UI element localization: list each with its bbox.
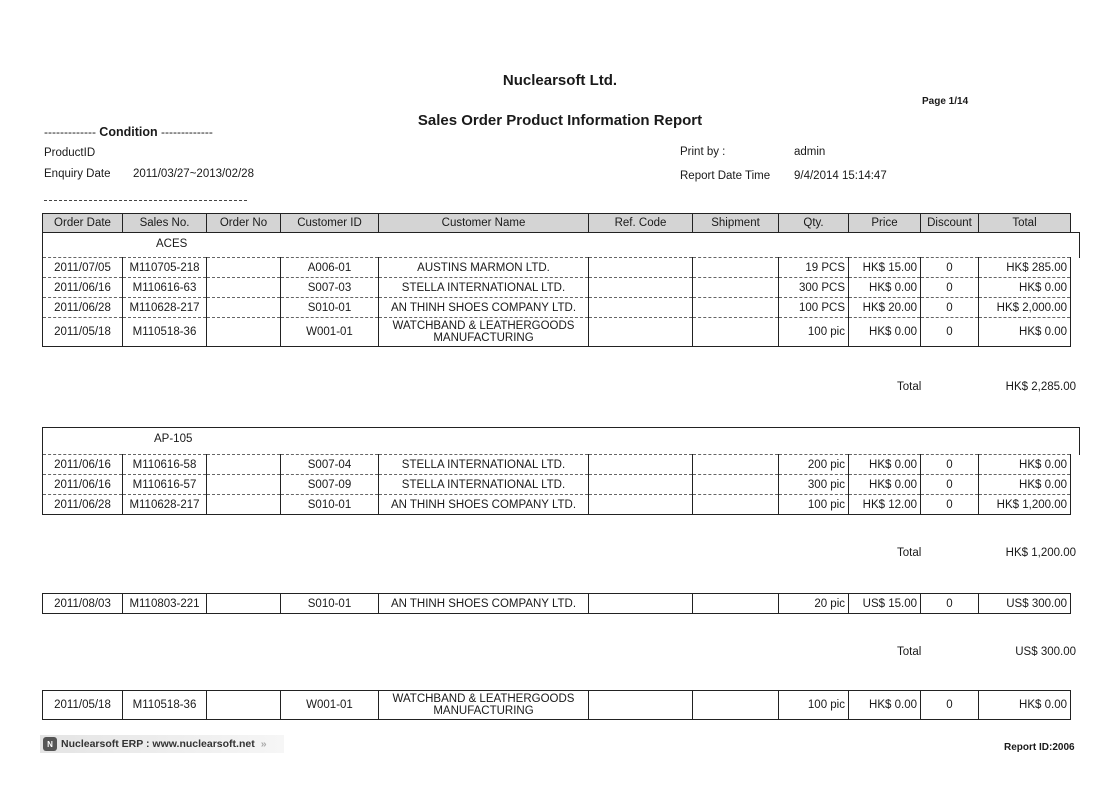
column-header: Sales No.: [123, 214, 207, 233]
table-row: [43, 594, 1071, 614]
table-cell: [693, 475, 779, 495]
table-cell: 2011/06/28: [43, 495, 123, 515]
product-id-label: ProductID: [44, 147, 96, 159]
column-header-row: [42, 213, 1071, 233]
table-cell: HK$ 0.00: [849, 318, 921, 347]
company-name: Nuclearsoft Ltd.: [502, 72, 618, 89]
column-header: Customer Name: [379, 214, 589, 233]
table-cell: 2011/07/05: [43, 258, 123, 278]
group-table: [42, 257, 1071, 347]
table-cell: S010-01: [281, 298, 379, 318]
table-cell: S010-01: [281, 594, 379, 614]
condition-header: ------------- Condition -------------: [44, 125, 213, 139]
group-total-label: Total: [897, 547, 922, 559]
group-total-value: US$ 300.00: [1015, 646, 1076, 658]
table-cell: 0: [921, 318, 979, 347]
report-datetime-label: Report Date Time: [680, 170, 771, 182]
table-cell: HK$ 2,000.00: [979, 298, 1071, 318]
report-title: Sales Order Product Information Report: [417, 112, 703, 129]
table-cell: [207, 475, 281, 495]
table-cell: M110518-36: [123, 318, 207, 347]
table-cell: A006-01: [281, 258, 379, 278]
table-cell: M110616-57: [123, 475, 207, 495]
chevron-right-icon: »: [260, 738, 267, 750]
table-cell: 0: [921, 495, 979, 515]
table-cell: 300 pic: [779, 475, 849, 495]
table-row: [43, 475, 1071, 495]
table-cell: HK$ 0.00: [979, 318, 1071, 347]
group-table: [42, 454, 1071, 515]
logo-banner: [40, 735, 284, 753]
table-cell: [589, 298, 693, 318]
table-cell: [693, 455, 779, 475]
table-cell: HK$ 0.00: [849, 278, 921, 298]
table-row: [43, 691, 1071, 720]
table-cell: [693, 691, 779, 720]
table-cell: AN THINH SHOES COMPANY LTD.: [379, 495, 589, 515]
table-cell: [693, 594, 779, 614]
table-cell: WATCHBAND & LEATHERGOODS MANUFACTURING: [379, 318, 589, 347]
table-cell: HK$ 0.00: [849, 455, 921, 475]
group-header-box: [42, 427, 1080, 455]
logo-text: Nuclearsoft ERP : www.nuclearsoft.net: [61, 738, 255, 750]
report-datetime-value: 9/4/2014 15:14:47: [794, 170, 887, 182]
group-total-label: Total: [897, 646, 922, 658]
table-cell: [693, 258, 779, 278]
table-cell: HK$ 12.00: [849, 495, 921, 515]
group-table: [42, 593, 1071, 614]
table-cell: [589, 455, 693, 475]
column-header: Order No: [207, 214, 281, 233]
table-cell: [589, 495, 693, 515]
table-cell: 100 pic: [779, 495, 849, 515]
table-cell: HK$ 0.00: [979, 691, 1071, 720]
table-cell: 0: [921, 475, 979, 495]
table-cell: [207, 594, 281, 614]
table-cell: 2011/05/18: [43, 318, 123, 347]
table-cell: M110518-36: [123, 691, 207, 720]
table-cell: 2011/05/18: [43, 691, 123, 720]
table-row: [43, 278, 1071, 298]
table-cell: STELLA INTERNATIONAL LTD.: [379, 475, 589, 495]
table-cell: [589, 691, 693, 720]
table-cell: 300 PCS: [779, 278, 849, 298]
table-row: [43, 298, 1071, 318]
enquiry-date-label: Enquiry Date: [44, 168, 111, 180]
table-cell: US$ 300.00: [979, 594, 1071, 614]
table-cell: HK$ 1,200.00: [979, 495, 1071, 515]
table-cell: 2011/06/16: [43, 455, 123, 475]
table-cell: 19 PCS: [779, 258, 849, 278]
group-label: AP-105: [154, 433, 193, 445]
group-total-label: Total: [897, 381, 922, 393]
table-cell: [207, 318, 281, 347]
table-cell: 100 PCS: [779, 298, 849, 318]
table-cell: 0: [921, 594, 979, 614]
table-cell: [693, 298, 779, 318]
table-cell: W001-01: [281, 318, 379, 347]
table-cell: 100 pic: [779, 318, 849, 347]
table-cell: [207, 495, 281, 515]
print-by-label: Print by :: [680, 146, 726, 158]
logo-mark-icon: N: [43, 737, 57, 751]
table-cell: M110803-221: [123, 594, 207, 614]
table-cell: S007-09: [281, 475, 379, 495]
table-cell: HK$ 15.00: [849, 258, 921, 278]
table-cell: M110628-217: [123, 298, 207, 318]
enquiry-date-value: 2011/03/27~2013/02/28: [133, 168, 254, 180]
table-cell: M110616-58: [123, 455, 207, 475]
group-total-value: HK$ 2,285.00: [1005, 381, 1076, 393]
column-header: Customer ID: [281, 214, 379, 233]
table-cell: [207, 298, 281, 318]
table-cell: [693, 318, 779, 347]
column-header: Price: [849, 214, 921, 233]
table-cell: S007-04: [281, 455, 379, 475]
table-cell: [589, 475, 693, 495]
condition-divider: [44, 200, 247, 201]
column-header: Order Date: [43, 214, 123, 233]
table-cell: 100 pic: [779, 691, 849, 720]
table-cell: [589, 278, 693, 298]
table-cell: 0: [921, 278, 979, 298]
table-cell: HK$ 20.00: [849, 298, 921, 318]
table-cell: [207, 258, 281, 278]
table-cell: [207, 691, 281, 720]
table-cell: STELLA INTERNATIONAL LTD.: [379, 455, 589, 475]
table-cell: HK$ 285.00: [979, 258, 1071, 278]
page-number: Page 1/14: [922, 96, 969, 107]
table-cell: AN THINH SHOES COMPANY LTD.: [379, 298, 589, 318]
table-cell: 2011/06/16: [43, 278, 123, 298]
table-cell: 200 pic: [779, 455, 849, 475]
table-cell: HK$ 0.00: [979, 475, 1071, 495]
table-cell: [589, 594, 693, 614]
column-header: Ref. Code: [589, 214, 693, 233]
table-cell: HK$ 0.00: [979, 278, 1071, 298]
table-cell: 0: [921, 691, 979, 720]
table-cell: 0: [921, 455, 979, 475]
table-cell: 2011/06/16: [43, 475, 123, 495]
table-cell: [589, 318, 693, 347]
table-cell: W001-01: [281, 691, 379, 720]
table-row: [43, 455, 1071, 475]
table-row: [43, 258, 1071, 278]
table-cell: HK$ 0.00: [979, 455, 1071, 475]
table-cell: [207, 455, 281, 475]
table-cell: 2011/06/28: [43, 298, 123, 318]
table-cell: S007-03: [281, 278, 379, 298]
table-cell: 0: [921, 298, 979, 318]
table-cell: [207, 278, 281, 298]
table-cell: [693, 278, 779, 298]
table-row: [43, 318, 1071, 347]
table-cell: M110628-217: [123, 495, 207, 515]
table-cell: 0: [921, 258, 979, 278]
table-cell: AN THINH SHOES COMPANY LTD.: [379, 594, 589, 614]
table-cell: WATCHBAND & LEATHERGOODS MANUFACTURING: [379, 691, 589, 720]
column-header: Total: [979, 214, 1071, 233]
column-header: Shipment: [693, 214, 779, 233]
table-cell: S010-01: [281, 495, 379, 515]
table-cell: 2011/08/03: [43, 594, 123, 614]
group-header-box: [42, 232, 1080, 258]
group-label: ACES: [156, 238, 188, 250]
group-table: [42, 690, 1071, 720]
table-cell: HK$ 0.00: [849, 475, 921, 495]
table-cell: [693, 495, 779, 515]
table-cell: M110616-63: [123, 278, 207, 298]
table-row: [43, 495, 1071, 515]
report-id: Report ID:2006: [1004, 742, 1075, 753]
footer-logo: [40, 735, 284, 753]
condition-title: Condition: [99, 125, 158, 139]
table-cell: [589, 258, 693, 278]
table-cell: AUSTINS MARMON LTD.: [379, 258, 589, 278]
group-total-value: HK$ 1,200.00: [1005, 547, 1076, 559]
table-cell: US$ 15.00: [849, 594, 921, 614]
table-cell: STELLA INTERNATIONAL LTD.: [379, 278, 589, 298]
table-cell: 20 pic: [779, 594, 849, 614]
table-cell: HK$ 0.00: [849, 691, 921, 720]
print-by-value: admin: [794, 146, 826, 158]
column-header: Discount: [921, 214, 979, 233]
table-cell: M110705-218: [123, 258, 207, 278]
column-header: Qty.: [779, 214, 849, 233]
